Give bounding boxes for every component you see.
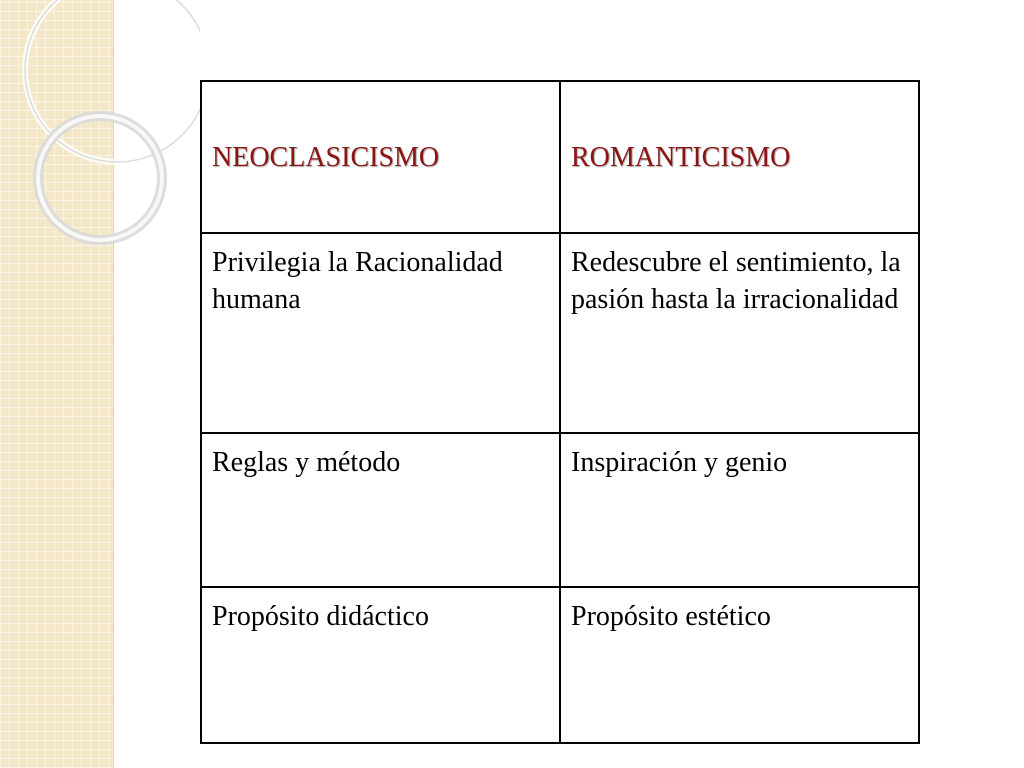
- header-neoclasicismo: [201, 81, 560, 233]
- header-romanticismo: [560, 81, 919, 233]
- table-cell: Propósito didáctico: [201, 587, 560, 743]
- table-row: [201, 233, 919, 433]
- table-header-row: [201, 81, 919, 233]
- decorative-rings: [0, 0, 200, 300]
- table-cell: Privilegia la Racionalidad humana: [201, 233, 560, 433]
- table-row: [201, 433, 919, 587]
- ring-outline-icon: [38, 116, 162, 240]
- header-label: ROMANTICISMO: [571, 142, 791, 174]
- table-cell: Redescubre el sentimiento, la pasión hasta la irracionalidad: [560, 233, 919, 433]
- comparison-table: [200, 80, 920, 744]
- table-row: [201, 587, 919, 743]
- table-cell: Reglas y método: [201, 433, 560, 587]
- table-cell: Inspiración y genio: [560, 433, 919, 587]
- table-cell: Propósito estético: [560, 587, 919, 743]
- header-label: NEOCLASICISMO: [212, 142, 440, 174]
